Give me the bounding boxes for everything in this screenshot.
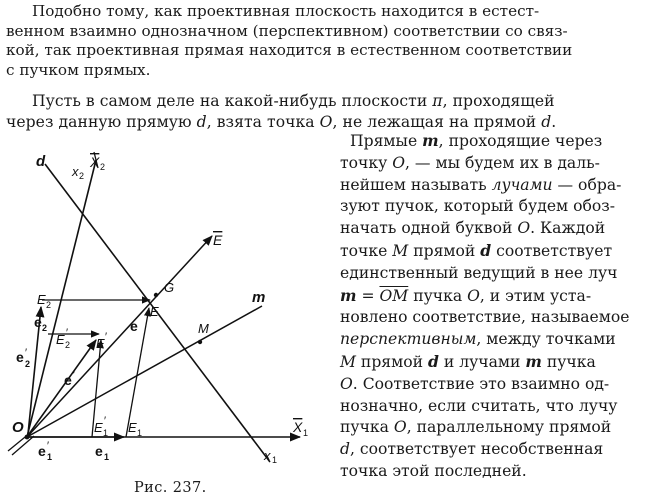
text-fragment: пучка (408, 286, 468, 305)
symbol-m: M (340, 352, 356, 371)
label-o: O (12, 419, 24, 436)
text-fragment: нейшем называть (340, 175, 492, 194)
label-g: G (164, 280, 175, 295)
text-fragment: точку (340, 153, 393, 172)
label-e1-prime-mark: ′ (104, 415, 107, 427)
symbol-pi: π (432, 92, 443, 110)
label-x2-bar: X (90, 154, 100, 170)
label-e2-prime-vec-sub: 2 (25, 359, 31, 369)
text-line (340, 351, 654, 374)
text-line (340, 374, 654, 396)
label-e1-vec: e (95, 443, 103, 459)
text-line (340, 417, 654, 439)
text-fragment: , между точками (476, 330, 616, 349)
label-m-point: M (198, 321, 209, 336)
label-e2-prime-vec-mark: ′ (25, 347, 28, 359)
symbol-o: O (340, 374, 353, 393)
text-line: кой, так проективная прямая находится в естественном соответствии (6, 41, 573, 60)
text-line (6, 91, 654, 112)
label-e-prime-vec: e (64, 372, 72, 388)
symbol-o: O (517, 219, 531, 238)
label-x2: x (72, 164, 79, 179)
symbol-d: d (541, 113, 552, 131)
text-line (340, 153, 654, 175)
figure-caption: Рис. 237. (134, 480, 207, 496)
text-fragment: = (356, 286, 380, 305)
text-line (340, 218, 654, 240)
label-x2-sub: 2 (79, 171, 85, 181)
label-e1-prime: E (94, 420, 103, 435)
label-e2: E (37, 292, 46, 307)
symbol-d: d (196, 113, 207, 131)
text-fragment: и лучами (438, 352, 526, 371)
text-fragment: , проходящей (442, 92, 555, 110)
label-e1-prime-sub: 1 (103, 428, 109, 438)
text-line (340, 175, 654, 197)
text-line: зуют пучок, который будем обоз- (340, 197, 616, 216)
label-e1-prime-vec-mark: ′ (47, 440, 50, 452)
text-fragment: прямой (355, 352, 429, 371)
ray-m (27, 306, 262, 437)
term-rays: лучами (491, 175, 553, 194)
label-e-prime-mark: ′ (105, 331, 108, 343)
text-line (340, 240, 654, 263)
text-line (340, 130, 654, 153)
text-fragment: , параллельному прямой (406, 418, 612, 437)
label-e-bar: E (213, 232, 223, 248)
symbol-m: m (422, 131, 439, 150)
text-line: единственный ведущий в нее луч (340, 263, 618, 282)
symbol-o: O (393, 418, 407, 437)
label-e1-sub: 1 (137, 428, 143, 438)
text-line: Подобно тому, как проективная плоскость находится в естест- (32, 2, 540, 20)
label-x2-bar-sub: 2 (100, 162, 106, 172)
text-fragment: , — мы будем их в даль- (405, 153, 600, 172)
symbol-m: M (392, 241, 409, 260)
label-e1-prime-vec-sub: 1 (47, 452, 53, 462)
label-e2-prime-vec: e (16, 349, 24, 365)
text-line: новлено соответствие, называемое (340, 308, 630, 327)
symbol-m: m (340, 285, 357, 305)
symbol-m: m (525, 351, 542, 371)
label-e1-vec-sub: 1 (104, 452, 110, 462)
point-o (25, 435, 30, 440)
term-perspective: перспективным (340, 330, 477, 349)
label-m: m (252, 289, 266, 306)
ray-e-bar (27, 236, 212, 437)
label-e: E (150, 304, 159, 319)
paragraph-plane-pi (6, 91, 654, 133)
label-e1-prime-vec: e (38, 443, 46, 459)
symbol-d: d (480, 240, 492, 260)
label-e2-prime-mark: ′ (66, 327, 69, 339)
symbol-om: $\overline{OM}$ (379, 286, 409, 305)
text-fragment: соответствует (491, 241, 613, 260)
label-e2-sub: 2 (46, 300, 52, 310)
label-x1-bar: X (293, 419, 303, 435)
point-g (154, 293, 158, 297)
label-e-prime: E (96, 336, 105, 351)
label-e2-vec-sub: 2 (42, 323, 48, 333)
text-line (340, 285, 654, 308)
text-fragment: , не лежащая на прямой (332, 113, 542, 131)
text-fragment: пучка (541, 352, 596, 371)
text-fragment: , и этим уста- (479, 286, 592, 305)
text-fragment: пучка (340, 418, 394, 437)
text-line (340, 439, 654, 461)
text-line: нозначно, если считать, что лучу (340, 396, 618, 415)
symbol-d: d (428, 351, 439, 371)
label-x1-sub: 1 (272, 455, 278, 465)
symbol-d: d (340, 440, 350, 459)
label-e-prime-vec-mark: ′ (73, 369, 76, 381)
text-fragment: . Соответствие это взаимно од- (352, 374, 610, 393)
text-fragment: Пусть в самом деле на какой-нибудь плоскости (32, 92, 433, 110)
symbol-o: O (319, 113, 333, 131)
label-e2-vec: e (34, 314, 42, 330)
paragraph-projective-plane (6, 2, 654, 80)
symbol-o: O (392, 153, 405, 172)
text-fragment: , проходящие через (438, 132, 603, 150)
text-line: венном взаимно однозначном (перспективном) соответствии со связ- (6, 21, 568, 40)
text-fragment: через данную прямую (6, 113, 197, 131)
figure-237-diagram (0, 148, 336, 478)
text-fragment: точке (340, 241, 393, 260)
symbol-o: O (467, 286, 480, 305)
text-fragment: . (551, 113, 557, 131)
text-fragment: — обра- (552, 175, 622, 194)
text-fragment: Прямые (350, 132, 423, 150)
label-e1: E (128, 420, 137, 435)
label-e2-prime: E (56, 332, 65, 347)
label-d: d (36, 153, 46, 170)
label-e-vec: e (130, 318, 138, 334)
text-line: с пучком прямых. (6, 60, 151, 79)
text-fragment: , соответствует несобственная (349, 440, 604, 459)
text-fragment: . Каждой (530, 219, 606, 238)
text-fragment: , взята точка (206, 113, 320, 131)
text-line (340, 329, 654, 351)
label-e2-prime-sub: 2 (65, 340, 71, 350)
text-fragment: прямой (408, 241, 481, 260)
label-x1-bar-sub: 1 (303, 428, 309, 438)
point-m (198, 340, 202, 344)
label-x1: x (264, 448, 271, 463)
text-line: точка этой последней. (340, 461, 527, 480)
paragraph-rays-pencil (340, 130, 654, 483)
text-fragment: начать одной буквой (340, 219, 518, 238)
